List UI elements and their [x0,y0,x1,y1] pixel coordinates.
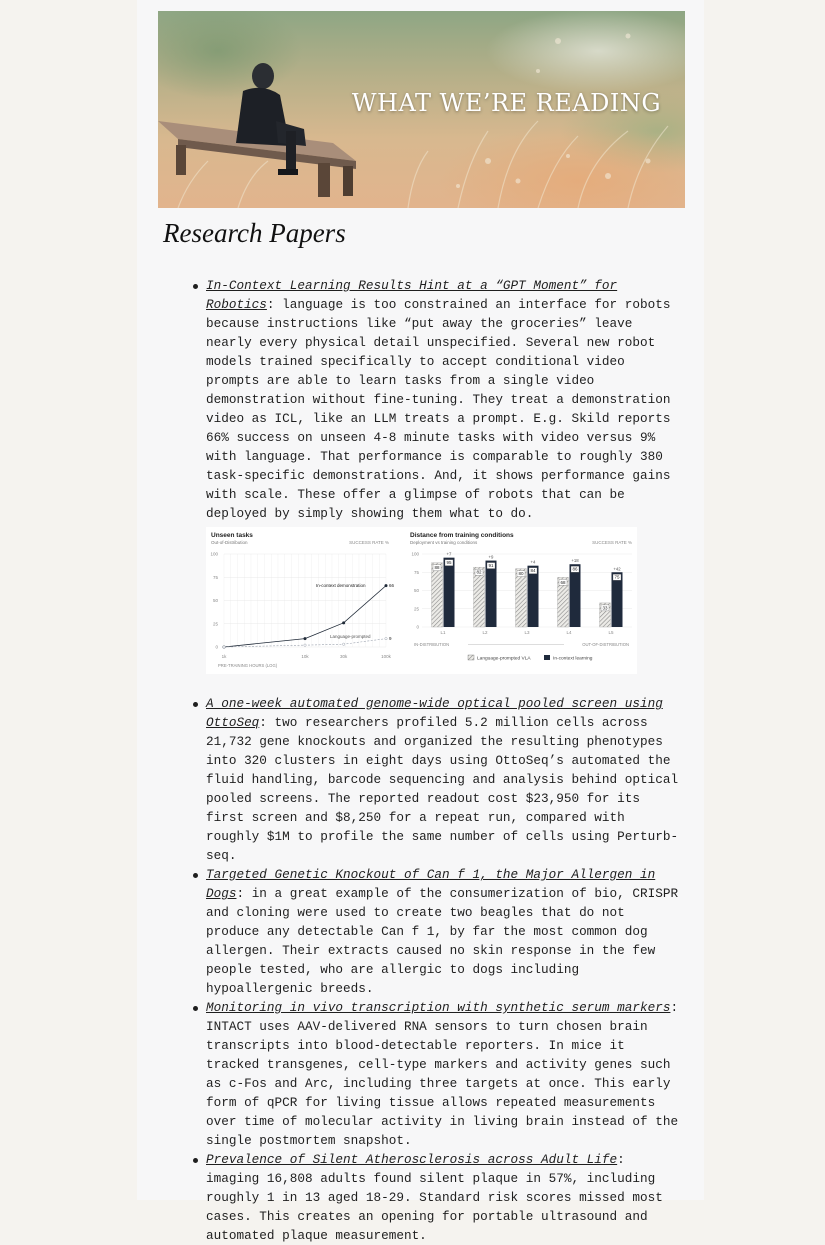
chart2-bar-label: 91 [488,562,494,568]
chart2-bar-label: 68 [560,579,566,585]
chart2-x-left-note: IN-DISTRIBUTION [414,642,450,647]
chart2-category-label: L3 [524,630,530,635]
chart1-y-tick-label: 75 [212,574,218,580]
chart2-bar-label: 33 [602,605,608,611]
chart1-end-label: 9 [389,636,392,642]
chart2-bar-label: 75 [614,574,620,580]
chart2-category-label: L2 [482,630,488,635]
chart2-title: Distance from training conditions [410,532,514,539]
chart2-bars [432,552,623,635]
chart2-bar [570,564,581,627]
paper-link[interactable]: In-Context Learning Results Hint at a “GPT Moment” for Robotics [206,278,618,312]
chart1-data-point [304,644,306,646]
paper-summary: : INTACT uses AAV-delivered RNA sensors to turn chosen brain transcripts into blood-detectable reporters. In mice it tracked transgenes, cell-type markers and activity genes such as c-Fos and Arc, including three targets at once. This early form of qPCR for living tissue allows repeated measurements over time of molecular activity in living brain instead of the single postmortem snapshot. [206,1000,679,1148]
chart1-data-point [385,637,387,639]
chart1-x-tick-label: 30k [340,654,348,659]
legend-label-language: Language-prompted VLA [477,656,531,662]
chart2-delta-label: +18 [571,558,579,564]
chart2-bar [444,558,455,627]
chart2-x-right-note: OUT-OF-DISTRIBUTION [582,642,629,647]
chart2-y-tick-label: 75 [413,569,419,575]
chart1-data-point [304,637,307,640]
chart1-data-point [342,621,345,624]
chart2-category-label: L4 [566,630,572,635]
chart2-ylabel: SUCCESS RATE % [592,540,632,545]
newsletter-page [137,0,704,1243]
paper-link[interactable]: Prevalence of Silent Atherosclerosis across Adult Life [206,1152,618,1167]
research-paper-list [206,276,684,1245]
chart2-y-tick-label: 50 [413,588,419,593]
chart1-series-name: Language-prompted [330,634,371,639]
chart2-bar [516,569,527,627]
chart1-xlabel: PRE-TRAINING HOURS (LOG) [218,663,278,668]
chart2-delta-label: +42 [613,566,621,572]
paper-summary: : language is too constrained an interface for robots because instructions like “put away the groceries” leave nearly every physical detail unspecified. Several new robot models trained specifically to accept conditional video prompts are able to learn tasks from a single video demonstration without fine-tuning. They treat a demonstration video as ICL, like an LLM treats a prompt. E.g. Skild reports 66% success on unseen 4-8 minute tasks with video versus 9% with language. That performance is comparable to roughly 380 task-specific demonstrations. And, it shows performance gains with scale. These offer a glimpse of robots that can be deployed by simply showing them what to do. [206,297,671,521]
chart2-category-label: L5 [608,630,614,635]
header-banner-image [158,11,685,208]
paper-summary: : in a great example of the consumerization of bio, CRISPR and cloning were used to create two beagles that do not produce any detectable Can f 1, by far the most common dog allergen. Their extracts caused no skin response in the few people tested, who are allergic to dogs including hypoallergenic breeds. [206,886,679,996]
paper-summary: : imaging 16,808 adults found silent plaque in 57%, including roughly 1 in 13 aged 18-29. Standard risk scores missed most cases. This creates an opening for portable ultrasound and automated plaque measurement. [206,1152,663,1243]
chart1-title: Unseen tasks [211,532,253,539]
chart1-x-tick-label: 100k [381,654,391,659]
chart2-category-label: L1 [440,630,446,635]
chart1-subtitle: Out-of-Distribution [211,540,248,545]
chart2-bar [432,563,443,627]
chart1-y-tick-label: 100 [210,551,218,557]
list-item [206,1150,684,1245]
chart1-y-tick-label: 0 [215,644,218,650]
list-item [206,865,684,998]
chart2-bar [474,567,485,627]
paper-link[interactable]: Monitoring in vivo transcription with synthetic serum markers [206,1000,671,1015]
chart1-x-tick-label: 1k [221,654,227,659]
chart2-y-tick-label: 25 [413,606,419,612]
list-item [206,998,684,1150]
chart1-data-point [342,643,344,645]
chart1-y-ticks [210,552,218,650]
chart1-ylabel: SUCCESS RATE % [349,540,389,545]
legend-label-incontext: In-context learning [553,656,593,662]
chart1-data-point [385,584,388,587]
chart2-bar-label: 95 [446,560,452,566]
chart1-y-tick-label: 50 [212,598,218,603]
chart2-bar-label: 82 [476,569,482,575]
chart2-delta-label: +4 [530,559,536,565]
chart1-series-name: In-context demonstration [316,583,366,588]
paper-summary: : two researchers profiled 5.2 million cells across 21,732 gene knockouts and organized the resulting phenotypes into 320 clusters in eight days using OttoSeq’s automated the fluid handling, barcode sequencing and analysis behind optical pooled screens. The reported readout cost $23,950 for its first screen and $8,250 for a repeat run, compared with roughly $1M to profile the same number of cells using Perturb-seq. [206,715,679,863]
legend-swatch-hatched [468,655,474,660]
chart1-end-label: 66 [389,583,395,589]
legend-swatch-solid [544,655,550,660]
chart2-delta-label: +7 [446,551,452,557]
figure-robotics-charts [206,527,637,674]
paper-link[interactable]: Targeted Genetic Knockout of Can f 1, the Major Allergen in Dogs [206,867,656,901]
chart2-bar [486,561,497,627]
banner-title: WHAT WE’RE READING [351,89,661,117]
chart1-x-ticks [222,654,392,659]
paper-link[interactable]: A one-week automated genome-wide optical pooled screen using OttoSeq [206,696,663,730]
chart1-series [223,583,395,649]
section-title: Research Papers [163,218,346,248]
chart2-bar-label: 86 [572,566,578,572]
chart2-delta-label: +9 [488,554,494,560]
chart2-subtitle: Deployment vs training conditions [410,540,478,545]
chart2-y-tick-label: 0 [416,624,419,630]
robotics-charts-svg [206,527,637,674]
chart1-x-tick-label: 10k [301,654,309,659]
chart2-bar-label: 88 [434,565,440,571]
chart2-y-tick-label: 100 [411,551,419,557]
chart1-y-tick-label: 25 [212,621,218,627]
chart1-data-point [223,646,225,648]
list-item [206,276,684,674]
list-item [206,694,684,865]
chart2-y-ticks [411,552,419,630]
chart2-bar [612,572,623,627]
chart2-bar [528,566,539,627]
chart2-bar-label: 84 [530,568,536,574]
chart2-bar-label: 80 [518,571,524,576]
